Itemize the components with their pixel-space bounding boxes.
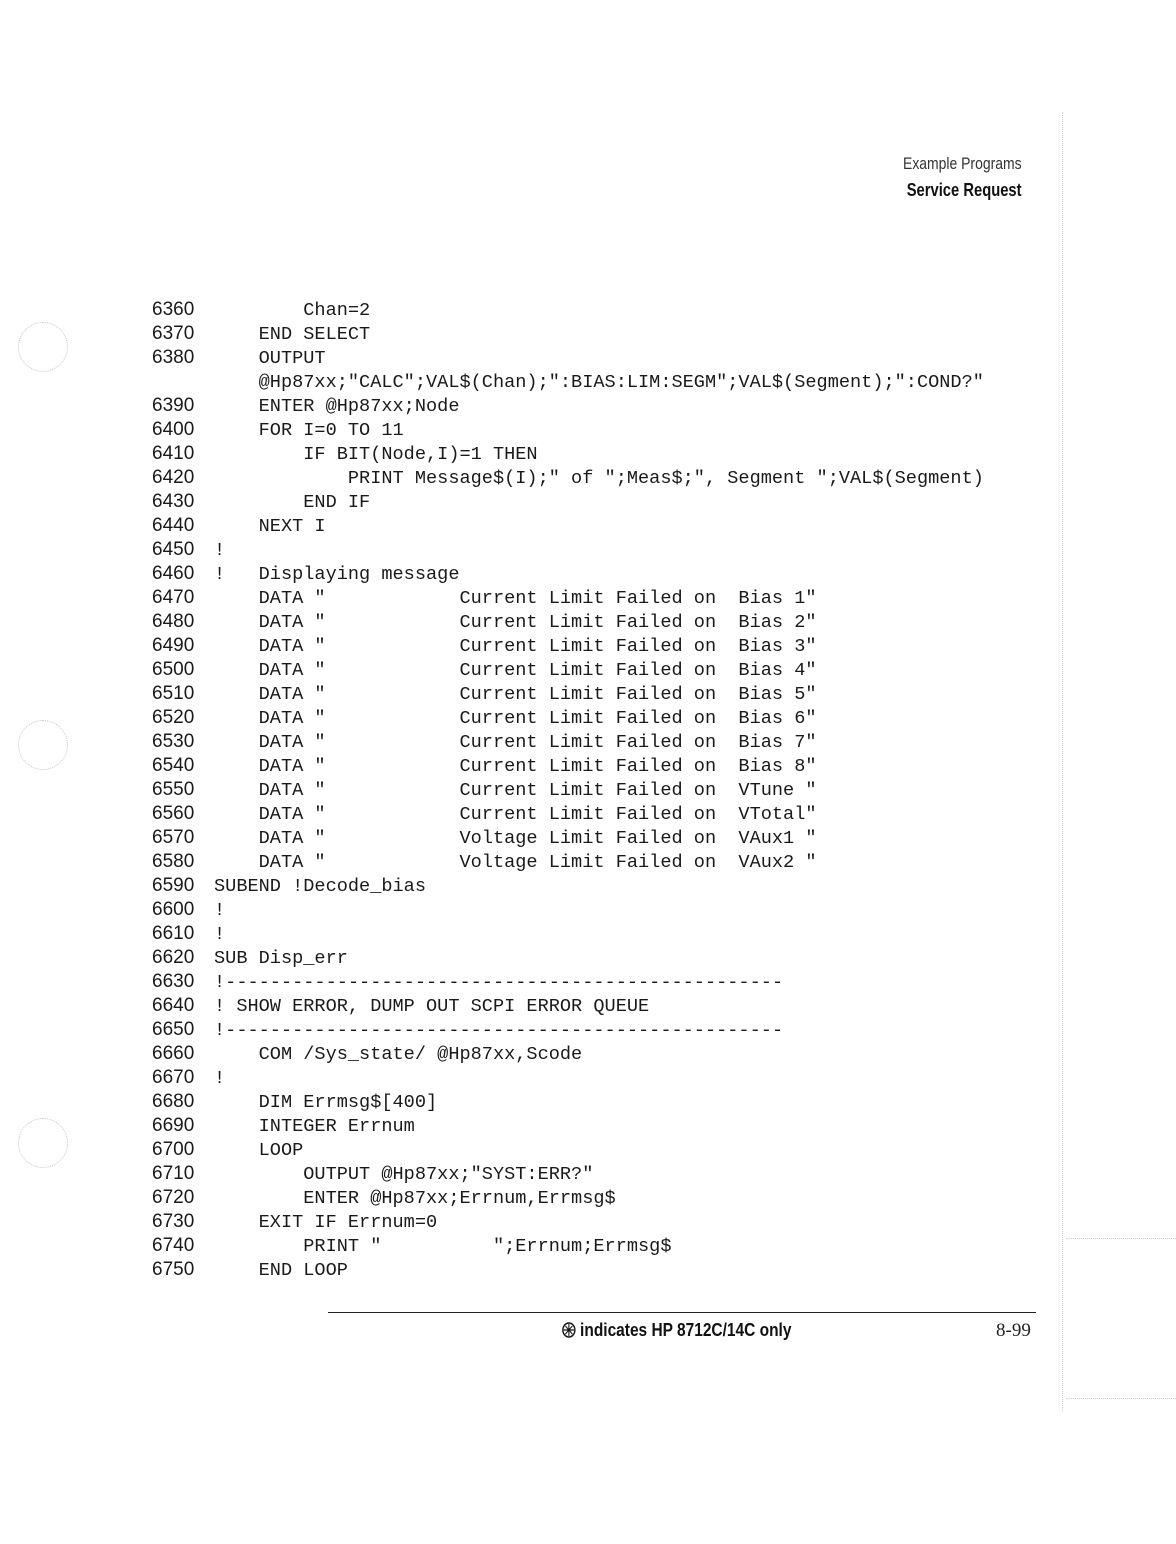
line-number: 6550 (152, 779, 195, 800)
line-number: 6750 (152, 1259, 195, 1280)
line-number: 6440 (152, 515, 195, 536)
code-line (152, 562, 984, 586)
line-number: 6490 (152, 635, 195, 656)
line-number: 6650 (152, 1019, 195, 1040)
footer-note-text: indicates HP 8712C/14C only (580, 1320, 792, 1340)
code-text: OUTPUT @Hp87xx;"SYST:ERR?" (214, 1164, 594, 1185)
page-edge-artifact (1062, 112, 1063, 1412)
code-text: OUTPUT (214, 348, 326, 369)
line-number: 6690 (152, 1115, 195, 1136)
code-line (152, 994, 984, 1018)
code-text: DATA " Voltage Limit Failed on VAux2 " (214, 852, 817, 873)
code-text: DATA " Current Limit Failed on Bias 1" (214, 588, 817, 609)
code-text: ! (214, 900, 226, 921)
line-number: 6660 (152, 1043, 195, 1064)
line-number: 6540 (152, 755, 195, 776)
code-line (152, 1018, 984, 1042)
line-number: 6480 (152, 611, 195, 632)
code-line (152, 778, 984, 802)
code-line (152, 826, 984, 850)
code-text: ! SHOW ERROR, DUMP OUT SCPI ERROR QUEUE (214, 996, 650, 1017)
code-text: SUBEND !Decode_bias (214, 876, 427, 897)
line-number: 6670 (152, 1067, 195, 1088)
code-text: END SELECT (214, 324, 371, 345)
code-text: DATA " Voltage Limit Failed on VAux1 " (214, 828, 817, 849)
code-line (152, 490, 984, 514)
hp-symbol-icon (562, 1322, 576, 1338)
code-line (152, 298, 984, 322)
code-line (152, 874, 984, 898)
code-line (152, 1042, 984, 1066)
line-number: 6640 (152, 995, 195, 1016)
code-line (152, 1210, 984, 1234)
code-text: ENTER @Hp87xx;Errnum,Errmsg$ (214, 1188, 616, 1209)
code-line (152, 802, 984, 826)
code-line (152, 1114, 984, 1138)
line-number: 6590 (152, 875, 195, 896)
code-line (152, 418, 984, 442)
code-text: DATA " Current Limit Failed on Bias 8" (214, 756, 817, 777)
code-text: DATA " Current Limit Failed on Bias 6" (214, 708, 817, 729)
code-listing (152, 298, 984, 1282)
code-text: ! (214, 1068, 226, 1089)
page-edge-artifact (1066, 1398, 1176, 1399)
code-text: DATA " Current Limit Failed on Bias 4" (214, 660, 817, 681)
line-number: 6390 (152, 395, 195, 416)
code-line (152, 586, 984, 610)
binder-hole (18, 322, 68, 372)
code-line (152, 466, 984, 490)
line-number: 6380 (152, 347, 195, 368)
line-number: 6400 (152, 419, 195, 440)
line-number: 6420 (152, 467, 195, 488)
code-line (152, 922, 984, 946)
code-line (152, 1066, 984, 1090)
line-number: 6630 (152, 971, 195, 992)
code-line (152, 706, 984, 730)
code-text: COM /Sys_state/ @Hp87xx,Scode (214, 1044, 583, 1065)
line-number: 6470 (152, 587, 195, 608)
code-text: IF BIT(Node,I)=1 THEN (214, 444, 538, 465)
code-line (152, 514, 984, 538)
code-line (152, 1186, 984, 1210)
code-line (152, 1234, 984, 1258)
line-number: 6730 (152, 1211, 195, 1232)
line-number: 6700 (152, 1139, 195, 1160)
code-line (152, 946, 984, 970)
line-number: 6580 (152, 851, 195, 872)
code-text: END LOOP (214, 1260, 348, 1281)
code-text: DATA " Current Limit Failed on Bias 2" (214, 612, 817, 633)
code-line (152, 682, 984, 706)
code-line (152, 898, 984, 922)
line-number: 6570 (152, 827, 195, 848)
code-line (152, 538, 984, 562)
code-line (152, 370, 984, 394)
code-text: ! (214, 924, 226, 945)
line-number: 6510 (152, 683, 195, 704)
code-text: PRINT Message$(I);" of ";Meas$;", Segment ";VAL$(Segment) (214, 468, 984, 489)
code-line (152, 658, 984, 682)
code-text: ! Displaying message (214, 564, 460, 585)
code-text: !-------------------------------------------------- (214, 1020, 784, 1041)
code-text: PRINT " ";Errnum;Errmsg$ (214, 1236, 672, 1257)
line-number: 6720 (152, 1187, 195, 1208)
binder-hole (18, 720, 68, 770)
code-text: DATA " Current Limit Failed on VTune " (214, 780, 817, 801)
code-line (152, 442, 984, 466)
code-line (152, 1090, 984, 1114)
line-number: 6410 (152, 443, 195, 464)
line-number: 6500 (152, 659, 195, 680)
code-text: Chan=2 (214, 300, 371, 321)
line-number: 6610 (152, 923, 195, 944)
page-number: 8-99 (996, 1320, 1031, 1341)
code-text: INTEGER Errnum (214, 1116, 415, 1137)
code-text: ENTER @Hp87xx;Node (214, 396, 460, 417)
code-line (152, 754, 984, 778)
code-text: END IF (214, 492, 371, 513)
code-text: !-------------------------------------------------- (214, 972, 784, 993)
header-section-name: Example Programs (903, 154, 1022, 173)
page-edge-artifact (1066, 1238, 1176, 1239)
code-text: DATA " Current Limit Failed on Bias 7" (214, 732, 817, 753)
line-number: 6430 (152, 491, 195, 512)
code-line (152, 1162, 984, 1186)
code-line (152, 610, 984, 634)
line-number: 6530 (152, 731, 195, 752)
line-number: 6450 (152, 539, 195, 560)
code-text: NEXT I (214, 516, 326, 537)
code-line (152, 322, 984, 346)
code-text: DIM Errmsg$[400] (214, 1092, 438, 1113)
code-line (152, 346, 984, 370)
code-text: DATA " Current Limit Failed on Bias 5" (214, 684, 817, 705)
code-text: DATA " Current Limit Failed on Bias 3" (214, 636, 817, 657)
code-line (152, 1138, 984, 1162)
line-number: 6560 (152, 803, 195, 824)
code-text: FOR I=0 TO 11 (214, 420, 404, 441)
code-line (152, 634, 984, 658)
code-line (152, 970, 984, 994)
running-header (877, 154, 1022, 201)
footer-note (562, 1320, 791, 1341)
footer-rule (328, 1312, 1036, 1313)
line-number: 6360 (152, 299, 195, 320)
line-number: 6620 (152, 947, 195, 968)
line-number: 6680 (152, 1091, 195, 1112)
code-text: LOOP (214, 1140, 304, 1161)
line-number: 6600 (152, 899, 195, 920)
code-text: SUB Disp_err (214, 948, 348, 969)
code-line (152, 1258, 984, 1282)
code-text: ! (214, 540, 226, 561)
code-line (152, 394, 984, 418)
header-title: Service Request (907, 180, 1022, 200)
code-line (152, 850, 984, 874)
code-text: @Hp87xx;"CALC";VAL$(Chan);":BIAS:LIM:SEGM";VAL$(Segment);":COND?" (214, 372, 984, 393)
code-text: DATA " Current Limit Failed on VTotal" (214, 804, 817, 825)
line-number: 6740 (152, 1235, 195, 1256)
line-number: 6520 (152, 707, 195, 728)
code-text: EXIT IF Errnum=0 (214, 1212, 438, 1233)
line-number: 6710 (152, 1163, 195, 1184)
code-line (152, 730, 984, 754)
binder-hole (18, 1118, 68, 1168)
line-number: 6370 (152, 323, 195, 344)
line-number: 6460 (152, 563, 195, 584)
